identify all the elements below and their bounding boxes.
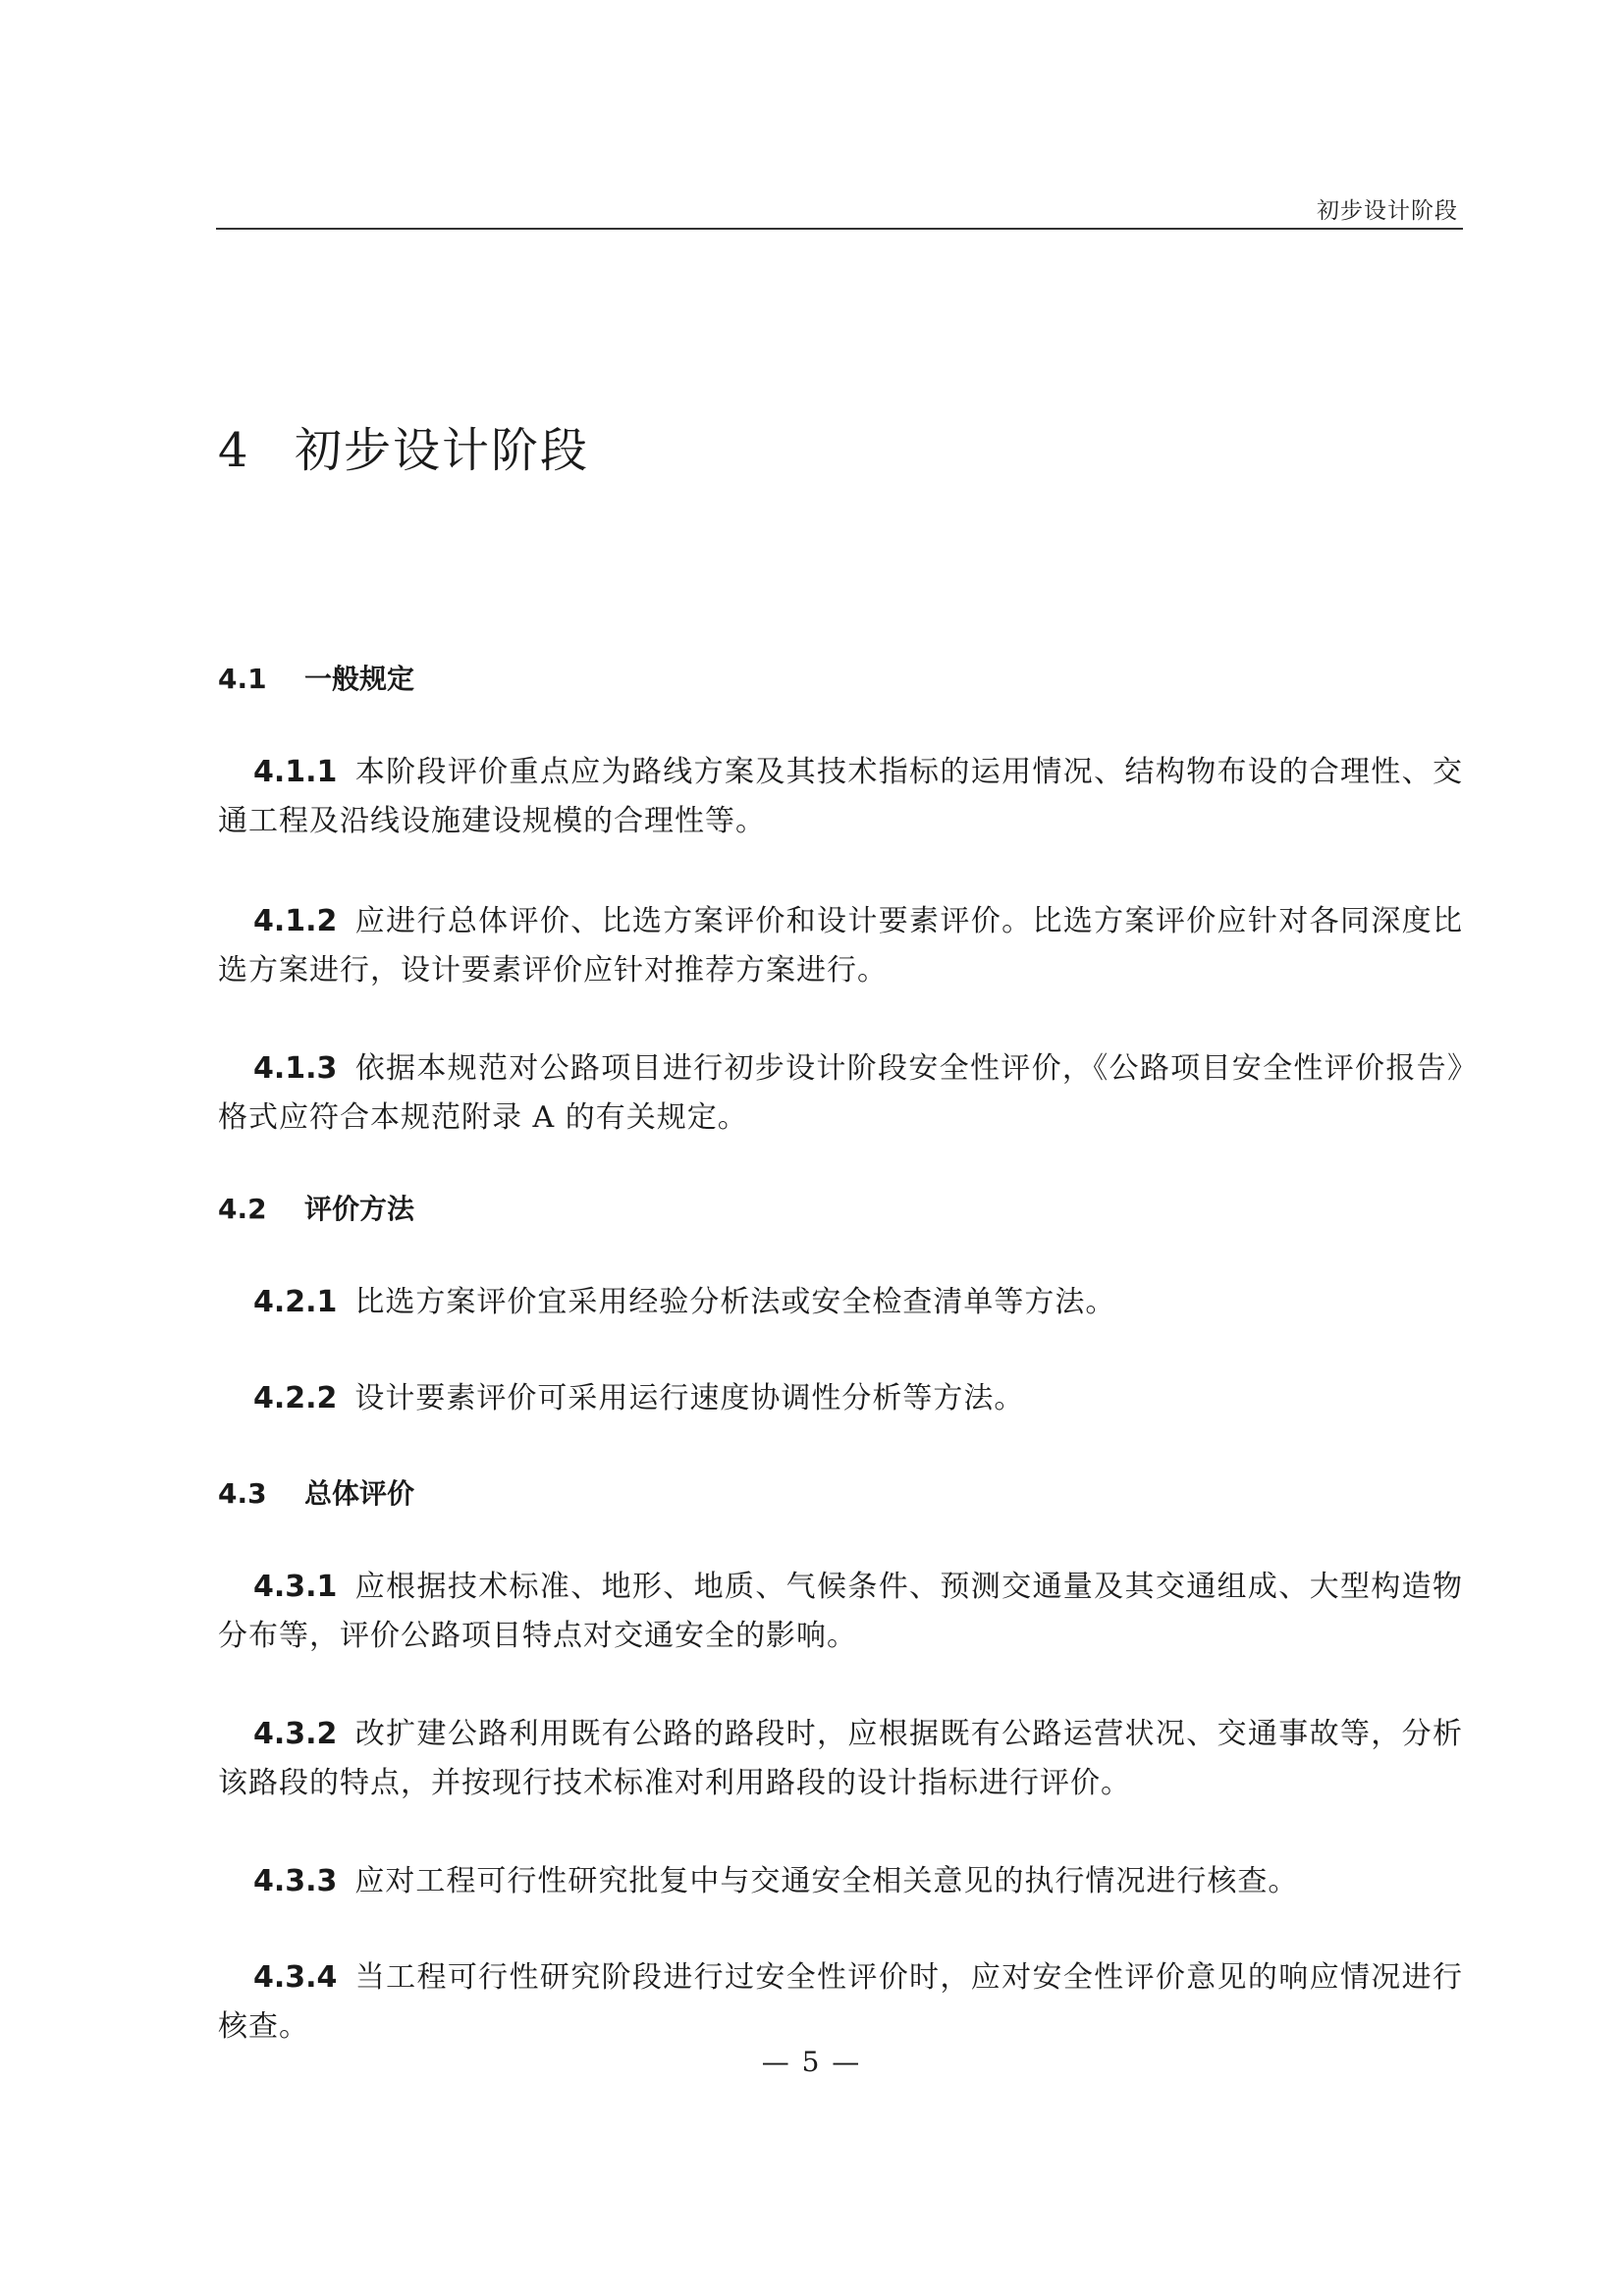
section-title: 总体评价	[304, 1477, 415, 1510]
clause-number: 4.1.3	[253, 1051, 338, 1086]
header-rule	[216, 228, 1463, 230]
running-head: 初步设计阶段	[1317, 198, 1458, 224]
clause-text: 应对工程可行性研究批复中与交通安全相关意见的执行情况进行核查。	[354, 1864, 1299, 1898]
clause-number: 4.2.2	[253, 1381, 338, 1415]
clause-number: 4.3.3	[253, 1864, 338, 1898]
clause-text: 设计要素评价可采用运行速度协调性分析等方法。	[354, 1381, 1025, 1415]
chapter-title-text: 初步设计阶段	[295, 423, 590, 478]
section-number: 4.3	[218, 1477, 267, 1510]
clause-text: 应进行总体评价、比选方案评价和设计要素评价。比选方案评价应针对各同深度比选方案进行，设计要素评价应针对推荐方案进行。	[218, 904, 1463, 988]
clause	[218, 1857, 1463, 1906]
section-number: 4.1	[218, 663, 267, 695]
section-heading	[218, 658, 414, 697]
clause	[218, 1563, 1463, 1661]
clause	[218, 1278, 1463, 1327]
clause-number: 4.2.1	[253, 1285, 338, 1319]
clause	[218, 1374, 1463, 1423]
clause-number: 4.1.2	[253, 904, 338, 938]
clause-text: 比选方案评价宜采用经验分析法或安全检查清单等方法。	[354, 1285, 1116, 1319]
clause	[218, 897, 1463, 995]
section-title: 一般规定	[304, 663, 415, 695]
clause-number: 4.1.1	[253, 755, 338, 789]
clause	[218, 1710, 1463, 1808]
page-number: — 5 —	[761, 2046, 862, 2078]
chapter-title	[218, 412, 589, 480]
clause-text: 应根据技术标准、地形、地质、气候条件、预测交通量及其交通组成、大型构造物分布等，评价公路项目特点对交通安全的影响。	[218, 1570, 1463, 1653]
chapter-number: 4	[218, 423, 250, 478]
clause	[218, 1044, 1463, 1143]
section-heading	[218, 1188, 414, 1227]
section-number: 4.2	[218, 1193, 267, 1225]
clause-text: 依据本规范对公路项目进行初步设计阶段安全性评价，《公路项目安全性评价报告》格式应符合本规范附录 A 的有关规定。	[218, 1051, 1463, 1135]
section-heading	[218, 1472, 414, 1512]
clause	[218, 748, 1463, 846]
clause-number: 4.3.2	[253, 1717, 338, 1751]
clause-text: 当工程可行性研究阶段进行过安全性评价时，应对安全性评价意见的响应情况进行核查。	[218, 1960, 1463, 2044]
section-title: 评价方法	[304, 1193, 415, 1225]
clause-number: 4.3.4	[253, 1960, 338, 1995]
clause	[218, 1953, 1463, 2052]
clause-number: 4.3.1	[253, 1570, 338, 1604]
clause-text: 改扩建公路利用既有公路的路段时，应根据既有公路运营状况、交通事故等，分析该路段的特点，并按现行技术标准对利用路段的设计指标进行评价。	[218, 1717, 1463, 1800]
clause-text: 本阶段评价重点应为路线方案及其技术指标的运用情况、结构物布设的合理性、交通工程及沿线设施建设规模的合理性等。	[218, 755, 1463, 838]
